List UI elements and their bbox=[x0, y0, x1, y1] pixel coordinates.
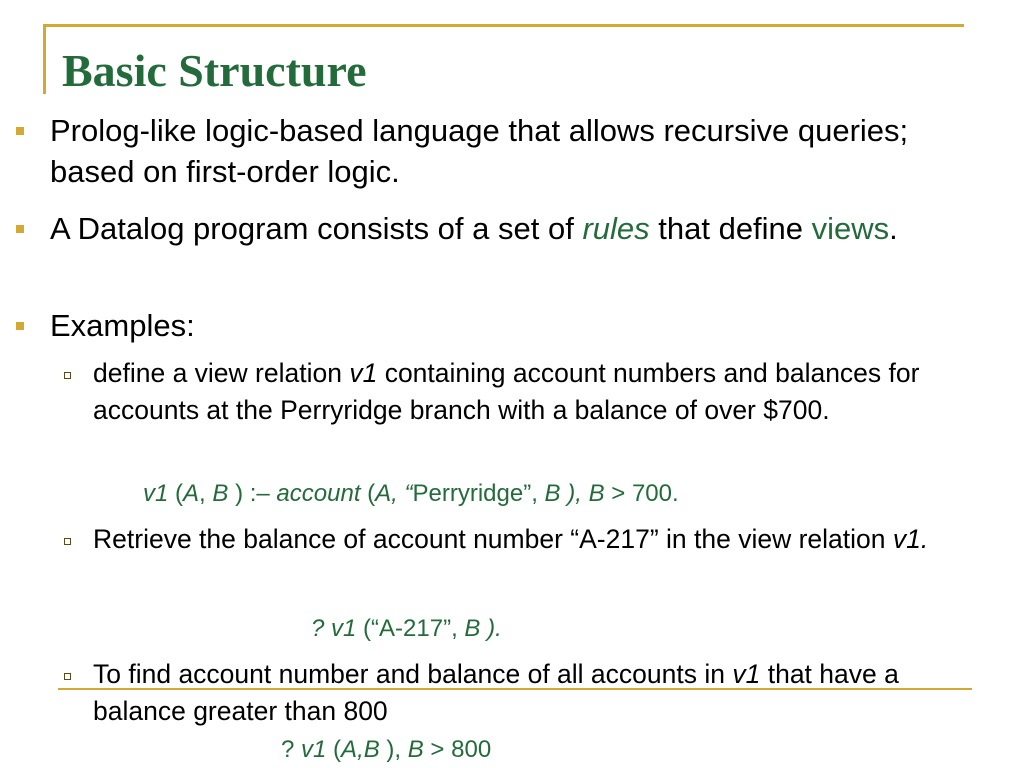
formula-token: A-217”, bbox=[379, 615, 465, 642]
formula-token: , “ bbox=[391, 480, 413, 507]
formula-token: , bbox=[199, 480, 213, 507]
formula-token: , bbox=[357, 736, 364, 763]
datalog-query-formula-2 bbox=[281, 735, 491, 765]
hollow-square-bullet-icon bbox=[64, 538, 71, 545]
datalog-rule-formula bbox=[143, 479, 679, 509]
formula-token: ). bbox=[480, 615, 502, 642]
formula-token: 800 bbox=[451, 736, 492, 763]
square-bullet-icon bbox=[16, 225, 24, 233]
formula-token: v1 bbox=[331, 615, 357, 642]
sub-bullet-3-pre: To find account number and balance of all accounts in bbox=[93, 659, 733, 689]
datalog-query-formula-1 bbox=[311, 614, 502, 644]
views-term: views bbox=[811, 211, 890, 246]
formula-token: ), bbox=[560, 480, 589, 507]
formula-token: Perryridge”, bbox=[412, 480, 545, 507]
formula-token: B bbox=[363, 736, 380, 763]
hollow-square-bullet-icon bbox=[64, 673, 71, 680]
formula-token: B bbox=[464, 615, 481, 642]
bullet-text-2-end: . bbox=[889, 211, 898, 246]
sub-bullet-1-post: containing account numbers and balances for accounts at the Perryridge branch with a balance of over $700. bbox=[93, 358, 920, 425]
sub-bullet-text-1 bbox=[93, 355, 998, 429]
sub-bullet-text-2 bbox=[93, 521, 998, 558]
sub-bullet-3-post: that have a balance greater than 800 bbox=[93, 659, 899, 726]
square-bullet-icon bbox=[16, 127, 24, 135]
rules-term: rules bbox=[582, 211, 650, 246]
formula-token: ( bbox=[360, 480, 376, 507]
formula-token: ( bbox=[168, 480, 184, 507]
decorative-left-rule bbox=[43, 24, 46, 94]
formula-token: B bbox=[212, 480, 229, 507]
bullet-text-1: Prolog-like logic-based language that allows recursive queries; based on first-order logic. bbox=[50, 113, 909, 189]
decorative-top-rule bbox=[43, 24, 964, 27]
formula-token: A bbox=[375, 480, 392, 507]
formula-token: ) :– bbox=[228, 480, 277, 507]
formula-token: ( bbox=[326, 736, 342, 763]
sub-bullet-1-pre: define a view relation bbox=[93, 358, 350, 388]
hollow-square-bullet-icon bbox=[64, 372, 71, 379]
sub-bullet-1-var: v1 bbox=[349, 358, 378, 388]
slide-title: Basic Structure bbox=[62, 45, 367, 96]
formula-token: > bbox=[604, 480, 632, 507]
formula-token: account bbox=[276, 480, 361, 507]
bullet-text-2-pre: A Datalog program consists of a set of bbox=[50, 211, 583, 246]
formula-token: 700. bbox=[631, 480, 679, 507]
bullet-text-2 bbox=[50, 208, 980, 249]
formula-token: ? bbox=[281, 736, 302, 763]
formula-token: v1 bbox=[301, 736, 327, 763]
sub-bullet-text-3 bbox=[93, 656, 973, 730]
formula-token: > bbox=[423, 736, 452, 763]
formula-token: A bbox=[183, 480, 200, 507]
formula-token: B bbox=[588, 480, 605, 507]
bullet-text-3: Examples: bbox=[50, 308, 195, 343]
sub-bullet-2-pre: Retrieve the balance of account number “A-217” in the view relation bbox=[93, 524, 893, 554]
formula-token: ? bbox=[311, 615, 332, 642]
sub-bullet-2-var: v1. bbox=[892, 524, 929, 554]
formula-token: ), bbox=[379, 736, 408, 763]
formula-token: (“ bbox=[356, 615, 380, 642]
bullet-text-2-mid: that define bbox=[649, 211, 812, 246]
formula-token: B bbox=[407, 736, 424, 763]
formula-token: v1 bbox=[143, 480, 169, 507]
square-bullet-icon bbox=[16, 322, 24, 330]
formula-token: A bbox=[341, 736, 358, 763]
formula-token: B bbox=[544, 480, 561, 507]
sub-bullet-3-var: v1 bbox=[732, 659, 761, 689]
